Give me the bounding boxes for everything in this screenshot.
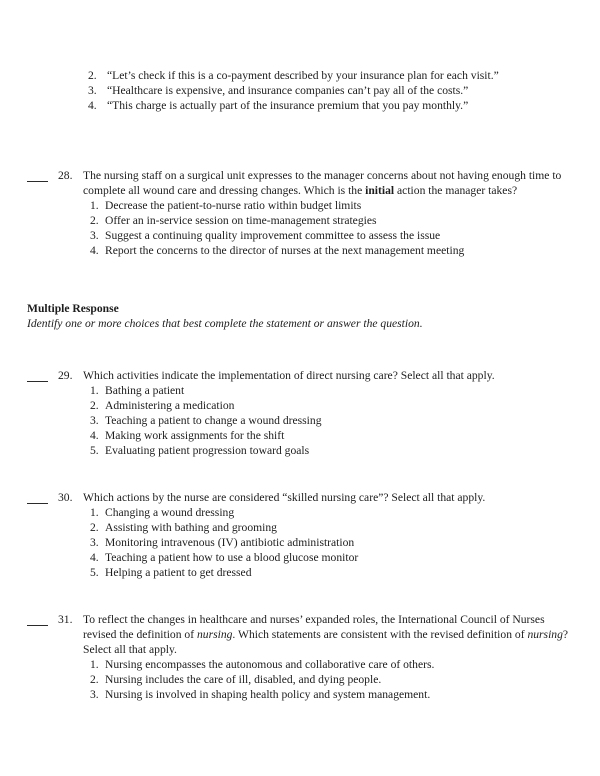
question-number: 30. bbox=[58, 491, 73, 504]
option-number: 5. bbox=[90, 566, 99, 579]
option-list bbox=[83, 657, 575, 702]
question-text-part: . Which statements are consistent with the revised definition of bbox=[232, 628, 528, 641]
option-number: 4. bbox=[90, 551, 99, 564]
option-row bbox=[83, 68, 553, 83]
option-text: Teaching a patient to change a wound dressing bbox=[105, 414, 322, 427]
option-row bbox=[83, 550, 575, 565]
question-head bbox=[27, 368, 575, 383]
option-row bbox=[83, 83, 553, 98]
option-row bbox=[83, 383, 575, 398]
option-text: Administering a medication bbox=[105, 399, 235, 412]
option-row bbox=[83, 228, 575, 243]
question-text-part: To reflect the changes in healthcare and nurses’ expanded roles, the International Council of Nurses revised the definition of bbox=[83, 613, 545, 641]
option-number: 3. bbox=[90, 688, 99, 701]
question-text-italic: nursing bbox=[527, 628, 563, 641]
option-row bbox=[83, 428, 575, 443]
option-text: Making work assignments for the shift bbox=[105, 429, 285, 442]
option-text: Nursing encompasses the autonomous and collaborative care of others. bbox=[105, 658, 435, 671]
question-text: Which activities indicate the implementation of direct nursing care? Select all that apply. bbox=[83, 369, 495, 382]
option-text: Report the concerns to the director of nurses at the next management meeting bbox=[105, 244, 465, 257]
answer-blank bbox=[27, 368, 48, 382]
option-text: “Healthcare is expensive, and insurance companies can’t pay all of the costs.” bbox=[107, 84, 469, 97]
question-28 bbox=[27, 168, 575, 258]
option-text: Bathing a patient bbox=[105, 384, 185, 397]
question-31 bbox=[27, 612, 575, 702]
question-29 bbox=[27, 368, 575, 458]
option-number: 1. bbox=[90, 199, 99, 212]
question-head bbox=[27, 490, 575, 505]
option-row bbox=[83, 657, 575, 672]
option-number: 1. bbox=[90, 506, 99, 519]
option-text: Nursing is involved in shaping health policy and system management. bbox=[105, 688, 431, 701]
question-text: Which actions by the nurse are considered “skilled nursing care”? Select all that apply. bbox=[83, 491, 486, 504]
question-text-part: action the manager takes? bbox=[394, 184, 518, 197]
option-number: 4. bbox=[90, 244, 99, 257]
question-number: 29. bbox=[58, 369, 73, 382]
section-instruction: Identify one or more choices that best complete the statement or answer the question. bbox=[27, 317, 423, 330]
option-text: Helping a patient to get dressed bbox=[105, 566, 252, 579]
option-text: Teaching a patient how to use a blood glucose monitor bbox=[105, 551, 359, 564]
question-text-bold: initial bbox=[365, 184, 395, 197]
option-text: Changing a wound dressing bbox=[105, 506, 235, 519]
question-text-part: ? Select all that apply. bbox=[83, 628, 569, 656]
option-row bbox=[83, 505, 575, 520]
answer-blank bbox=[27, 612, 48, 626]
option-text: Decrease the patient-to-nurse ratio within budget limits bbox=[105, 199, 362, 212]
option-text: Offer an in-service session on time-management strategies bbox=[105, 214, 377, 227]
option-row bbox=[83, 520, 575, 535]
question-head bbox=[27, 612, 575, 657]
question-text bbox=[83, 612, 575, 657]
option-row bbox=[83, 535, 575, 550]
option-number: 2. bbox=[90, 521, 99, 534]
option-row bbox=[83, 198, 575, 213]
option-number: 4. bbox=[88, 99, 97, 112]
option-number: 2. bbox=[88, 69, 97, 82]
option-number: 3. bbox=[90, 414, 99, 427]
section-title: Multiple Response bbox=[27, 302, 119, 315]
question-text-part: The nursing staff on a surgical unit expresses to the manager concerns about not having enough time to complete all wound care and dressing changes. Which is the bbox=[83, 169, 562, 197]
question-number: 28. bbox=[58, 169, 73, 182]
option-number: 1. bbox=[90, 658, 99, 671]
option-number: 2. bbox=[90, 214, 99, 227]
option-row bbox=[83, 213, 575, 228]
option-number: 3. bbox=[90, 229, 99, 242]
option-number: 3. bbox=[90, 536, 99, 549]
option-row bbox=[83, 687, 575, 702]
option-text: “Let’s check if this is a co-payment described by your insurance plan for each visit.” bbox=[107, 69, 499, 82]
option-row bbox=[83, 672, 575, 687]
option-text: Assisting with bathing and grooming bbox=[105, 521, 277, 534]
option-row bbox=[83, 398, 575, 413]
option-row bbox=[83, 413, 575, 428]
option-row bbox=[83, 98, 553, 113]
option-number: 4. bbox=[90, 429, 99, 442]
question-head bbox=[27, 168, 575, 198]
option-row bbox=[83, 443, 575, 458]
answer-blank bbox=[27, 168, 48, 182]
answer-blank bbox=[27, 490, 48, 504]
question-text-italic: nursing bbox=[196, 628, 233, 641]
section-header bbox=[27, 301, 575, 331]
option-number: 2. bbox=[90, 673, 99, 686]
option-text: Nursing includes the care of ill, disabled, and dying people. bbox=[105, 673, 382, 686]
option-text: Suggest a continuing quality improvement committee to assess the issue bbox=[105, 229, 441, 242]
option-number: 3. bbox=[88, 84, 97, 97]
option-list bbox=[83, 198, 575, 258]
question-27-options bbox=[83, 68, 553, 113]
question-number: 31. bbox=[58, 613, 73, 626]
option-number: 5. bbox=[90, 444, 99, 457]
option-list bbox=[83, 383, 575, 458]
option-row bbox=[83, 243, 575, 258]
option-list bbox=[83, 505, 575, 580]
question-text bbox=[83, 168, 575, 198]
option-text: Monitoring intravenous (IV) antibiotic administration bbox=[105, 536, 355, 549]
option-text: “This charge is actually part of the insurance premium that you pay monthly.” bbox=[107, 99, 469, 112]
option-number: 1. bbox=[90, 384, 99, 397]
option-number: 2. bbox=[90, 399, 99, 412]
option-row bbox=[83, 565, 575, 580]
question-30 bbox=[27, 490, 575, 580]
option-text: Evaluating patient progression toward goals bbox=[105, 444, 310, 457]
